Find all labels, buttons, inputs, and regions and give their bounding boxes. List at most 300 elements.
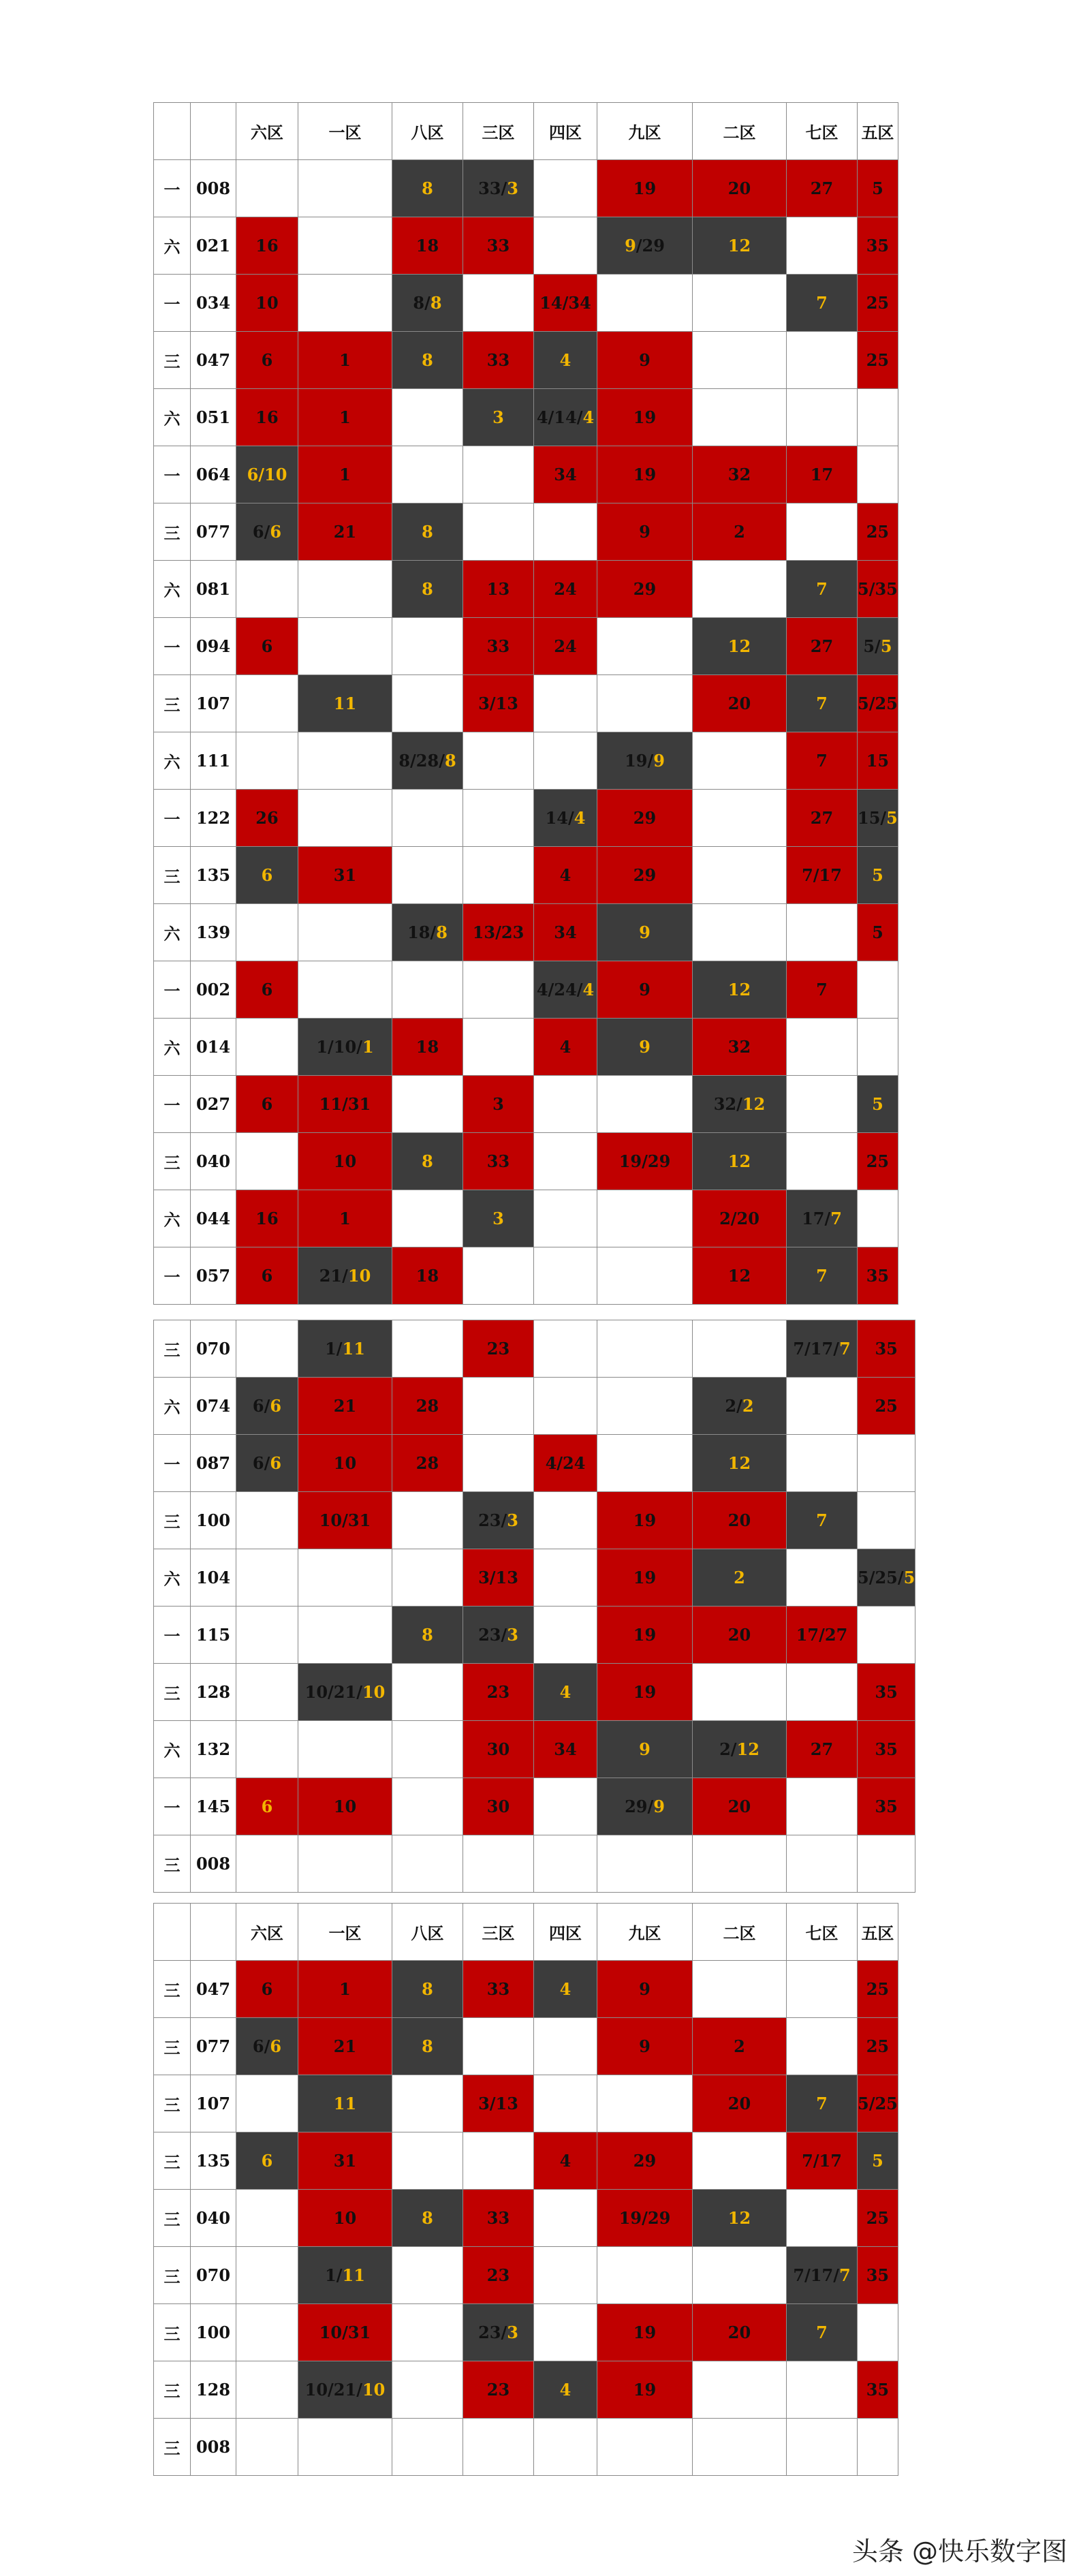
zone-value-cell: 19 bbox=[597, 2304, 693, 2361]
zone-value-cell: 5 bbox=[858, 1076, 898, 1133]
issue-number-cell: 104 bbox=[191, 1549, 236, 1607]
zone-value-cell: 3/13 bbox=[463, 2075, 534, 2132]
empty-cell bbox=[298, 1835, 392, 1893]
empty-cell bbox=[858, 389, 898, 446]
zone-value-cell: 4 bbox=[534, 2132, 597, 2190]
table-row bbox=[154, 1378, 915, 1435]
weekday-cell: 一 bbox=[154, 961, 191, 1019]
empty-cell bbox=[463, 2132, 534, 2190]
zone-value-cell: 23/3 bbox=[463, 1607, 534, 1664]
empty-cell bbox=[392, 1076, 463, 1133]
empty-cell bbox=[236, 1492, 298, 1549]
table-row bbox=[154, 2190, 898, 2247]
issue-number-cell: 139 bbox=[191, 904, 236, 961]
zone-value-cell: 20 bbox=[693, 1778, 787, 1835]
empty-cell bbox=[463, 446, 534, 503]
column-header: 六区 bbox=[236, 103, 298, 160]
column-header: 六区 bbox=[236, 1904, 298, 1961]
zone-value-cell: 32/12 bbox=[693, 1076, 787, 1133]
issue-number-cell: 145 bbox=[191, 1778, 236, 1835]
empty-cell bbox=[787, 1778, 858, 1835]
zone-value-cell: 8/28/8 bbox=[392, 732, 463, 790]
zone-value-cell: 17 bbox=[787, 446, 858, 503]
zone-value-cell: 25 bbox=[858, 275, 898, 332]
zone-value-cell: 9 bbox=[597, 904, 693, 961]
zone-value-cell: 9 bbox=[597, 961, 693, 1019]
empty-cell bbox=[298, 618, 392, 675]
zone-value-cell: 33 bbox=[463, 618, 534, 675]
zone-value-cell: 17/7 bbox=[787, 1190, 858, 1247]
zone-value-cell: 32 bbox=[693, 1019, 787, 1076]
empty-cell bbox=[392, 1664, 463, 1721]
zone-value-cell: 33 bbox=[463, 217, 534, 275]
weekday-cell: 三 bbox=[154, 1961, 191, 2018]
table-row bbox=[154, 1664, 915, 1721]
table-row bbox=[154, 732, 898, 790]
zone-value-cell: 5 bbox=[858, 160, 898, 217]
zone-value-cell: 19 bbox=[597, 446, 693, 503]
zone-value-cell: 19 bbox=[597, 1492, 693, 1549]
empty-cell bbox=[534, 2247, 597, 2304]
issue-number-cell: 094 bbox=[191, 618, 236, 675]
column-header: 七区 bbox=[787, 1904, 858, 1961]
table-row bbox=[154, 160, 898, 217]
zone-value-cell: 4/24 bbox=[534, 1435, 597, 1492]
empty-cell bbox=[534, 1076, 597, 1133]
empty-cell bbox=[787, 2361, 858, 2419]
zone-value-cell: 27 bbox=[787, 160, 858, 217]
zone-value-cell: 7 bbox=[787, 2075, 858, 2132]
weekday-cell: 六 bbox=[154, 561, 191, 618]
empty-cell bbox=[236, 2075, 298, 2132]
table-row bbox=[154, 561, 898, 618]
zone-value-cell: 8 bbox=[392, 160, 463, 217]
empty-cell bbox=[392, 2132, 463, 2190]
issue-number-cell: 135 bbox=[191, 847, 236, 904]
zone-value-cell: 4 bbox=[534, 1664, 597, 1721]
zone-value-cell: 7 bbox=[787, 1492, 858, 1549]
weekday-cell: 六 bbox=[154, 904, 191, 961]
empty-cell bbox=[693, 2361, 787, 2419]
zone-value-cell: 4 bbox=[534, 2361, 597, 2419]
empty-cell bbox=[534, 1247, 597, 1305]
table-row bbox=[154, 1247, 898, 1305]
table-row bbox=[154, 1778, 915, 1835]
table-row bbox=[154, 1607, 915, 1664]
zone-value-cell: 7 bbox=[787, 732, 858, 790]
weekday-cell: 三 bbox=[154, 503, 191, 561]
zone-value-cell: 10 bbox=[236, 275, 298, 332]
empty-cell bbox=[597, 2419, 693, 2476]
weekday-cell: 六 bbox=[154, 389, 191, 446]
zone-value-cell: 35 bbox=[858, 2247, 898, 2304]
empty-cell bbox=[392, 2361, 463, 2419]
weekday-cell: 六 bbox=[154, 1190, 191, 1247]
zone-value-cell: 33 bbox=[463, 2190, 534, 2247]
empty-cell bbox=[787, 1019, 858, 1076]
empty-cell bbox=[298, 217, 392, 275]
issue-number-cell: 070 bbox=[191, 1320, 236, 1378]
empty-cell bbox=[463, 1247, 534, 1305]
weekday-cell: 三 bbox=[154, 1133, 191, 1190]
zone-value-cell: 23 bbox=[463, 1664, 534, 1721]
issue-number-cell: 047 bbox=[191, 1961, 236, 2018]
zone-value-cell: 24 bbox=[534, 561, 597, 618]
zone-value-cell: 1 bbox=[298, 389, 392, 446]
table-row bbox=[154, 275, 898, 332]
empty-cell bbox=[693, 2247, 787, 2304]
empty-cell bbox=[392, 1549, 463, 1607]
empty-cell bbox=[463, 503, 534, 561]
issue-number-cell: 027 bbox=[191, 1076, 236, 1133]
table-row bbox=[154, 790, 898, 847]
empty-cell bbox=[463, 961, 534, 1019]
zone-value-cell: 25 bbox=[858, 503, 898, 561]
column-header: 五区 bbox=[858, 103, 898, 160]
empty-cell bbox=[693, 847, 787, 904]
issue-number-cell: 008 bbox=[191, 160, 236, 217]
empty-cell bbox=[858, 1435, 915, 1492]
table-row bbox=[154, 2018, 898, 2075]
empty-cell bbox=[597, 1435, 693, 1492]
zone-value-cell: 16 bbox=[236, 1190, 298, 1247]
weekday-cell: 一 bbox=[154, 1247, 191, 1305]
empty-cell bbox=[463, 2018, 534, 2075]
zone-value-cell: 17/27 bbox=[787, 1607, 858, 1664]
empty-cell bbox=[858, 2304, 898, 2361]
empty-cell bbox=[787, 389, 858, 446]
weekday-cell: 三 bbox=[154, 2304, 191, 2361]
empty-cell bbox=[534, 2018, 597, 2075]
zone-value-cell: 8 bbox=[392, 1133, 463, 1190]
column-header: 九区 bbox=[597, 1904, 693, 1961]
zone-table-3 bbox=[153, 1903, 898, 2476]
issue-number-cell: 077 bbox=[191, 503, 236, 561]
empty-cell bbox=[787, 2419, 858, 2476]
zone-value-cell: 9 bbox=[597, 332, 693, 389]
empty-cell bbox=[392, 2247, 463, 2304]
zone-value-cell: 11 bbox=[298, 675, 392, 732]
column-header: 八区 bbox=[392, 1904, 463, 1961]
table-row bbox=[154, 2419, 898, 2476]
zone-value-cell: 18 bbox=[392, 1019, 463, 1076]
empty-cell bbox=[392, 2419, 463, 2476]
empty-cell bbox=[236, 904, 298, 961]
zone-value-cell: 33 bbox=[463, 1961, 534, 2018]
table-row bbox=[154, 618, 898, 675]
zone-value-cell: 25 bbox=[858, 1961, 898, 2018]
zone-value-cell: 11/31 bbox=[298, 1076, 392, 1133]
empty-cell bbox=[392, 446, 463, 503]
zone-value-cell: 34 bbox=[534, 446, 597, 503]
issue-number-cell: 122 bbox=[191, 790, 236, 847]
issue-number-cell: 040 bbox=[191, 2190, 236, 2247]
zone-value-cell: 10/21/10 bbox=[298, 2361, 392, 2419]
zone-value-cell: 7/17 bbox=[787, 2132, 858, 2190]
zone-value-cell: 3 bbox=[463, 1076, 534, 1133]
zone-value-cell: 5/25 bbox=[858, 675, 898, 732]
empty-cell bbox=[392, 1320, 463, 1378]
empty-cell bbox=[236, 1607, 298, 1664]
issue-number-cell: 074 bbox=[191, 1378, 236, 1435]
empty-cell bbox=[534, 1607, 597, 1664]
issue-number-cell: 115 bbox=[191, 1607, 236, 1664]
zone-value-cell: 19/29 bbox=[597, 2190, 693, 2247]
empty-cell bbox=[534, 503, 597, 561]
empty-cell bbox=[597, 1320, 693, 1378]
table-row bbox=[154, 2304, 898, 2361]
table-row bbox=[154, 446, 898, 503]
zone-value-cell: 5 bbox=[858, 847, 898, 904]
issue-number-cell: 008 bbox=[191, 1835, 236, 1893]
zone-value-cell: 9 bbox=[597, 1019, 693, 1076]
table-row bbox=[154, 1076, 898, 1133]
zone-value-cell: 35 bbox=[858, 1320, 915, 1378]
empty-cell bbox=[597, 1247, 693, 1305]
zone-value-cell: 8 bbox=[392, 332, 463, 389]
zone-value-cell: 23/3 bbox=[463, 2304, 534, 2361]
empty-cell bbox=[298, 1721, 392, 1778]
weekday-cell: 一 bbox=[154, 1076, 191, 1133]
zone-value-cell: 28 bbox=[392, 1435, 463, 1492]
empty-cell bbox=[534, 732, 597, 790]
weekday-cell: 三 bbox=[154, 2361, 191, 2419]
empty-cell bbox=[298, 561, 392, 618]
zone-value-cell: 9 bbox=[597, 2018, 693, 2075]
zone-value-cell: 34 bbox=[534, 1721, 597, 1778]
zone-value-cell: 18/8 bbox=[392, 904, 463, 961]
issue-number-cell: 081 bbox=[191, 561, 236, 618]
empty-cell bbox=[463, 847, 534, 904]
zone-value-cell: 27 bbox=[787, 790, 858, 847]
weekday-cell: 六 bbox=[154, 1019, 191, 1076]
empty-cell bbox=[534, 1778, 597, 1835]
issue-number-cell: 111 bbox=[191, 732, 236, 790]
zone-value-cell: 8 bbox=[392, 561, 463, 618]
column-header: 四区 bbox=[534, 103, 597, 160]
table-row bbox=[154, 1435, 915, 1492]
empty-cell bbox=[534, 1378, 597, 1435]
empty-cell bbox=[534, 160, 597, 217]
empty-cell bbox=[236, 2190, 298, 2247]
zone-table-1 bbox=[153, 102, 898, 1305]
empty-cell bbox=[693, 1320, 787, 1378]
column-header: 一区 bbox=[298, 103, 392, 160]
empty-cell bbox=[787, 1076, 858, 1133]
empty-cell bbox=[298, 904, 392, 961]
zone-value-cell: 23/3 bbox=[463, 1492, 534, 1549]
weekday-cell: 三 bbox=[154, 1835, 191, 1893]
header-row bbox=[154, 1904, 898, 1961]
empty-cell bbox=[858, 1607, 915, 1664]
issue-number-cell: 107 bbox=[191, 2075, 236, 2132]
zone-value-cell: 8 bbox=[392, 503, 463, 561]
empty-cell bbox=[236, 1549, 298, 1607]
empty-cell bbox=[392, 675, 463, 732]
weekday-cell: 六 bbox=[154, 1549, 191, 1607]
zone-value-cell: 16 bbox=[236, 217, 298, 275]
empty-cell bbox=[787, 217, 858, 275]
column-header: 三区 bbox=[463, 1904, 534, 1961]
zone-value-cell: 21 bbox=[298, 1378, 392, 1435]
table-row bbox=[154, 2247, 898, 2304]
table-row bbox=[154, 1320, 915, 1378]
zone-value-cell: 10 bbox=[298, 1778, 392, 1835]
empty-cell bbox=[858, 1190, 898, 1247]
empty-cell bbox=[298, 790, 392, 847]
empty-cell bbox=[534, 217, 597, 275]
table-row bbox=[154, 389, 898, 446]
zone-value-cell: 20 bbox=[693, 675, 787, 732]
zone-value-cell: 30 bbox=[463, 1721, 534, 1778]
zone-value-cell: 20 bbox=[693, 160, 787, 217]
column-header: 三区 bbox=[463, 103, 534, 160]
zone-value-cell: 7/17 bbox=[787, 847, 858, 904]
weekday-cell: 三 bbox=[154, 1492, 191, 1549]
zone-value-cell: 18 bbox=[392, 1247, 463, 1305]
table-row bbox=[154, 904, 898, 961]
zone-value-cell: 23 bbox=[463, 1320, 534, 1378]
zone-value-cell: 5/25/5 bbox=[858, 1549, 915, 1607]
zone-value-cell: 35 bbox=[858, 1664, 915, 1721]
zone-value-cell: 12 bbox=[693, 1247, 787, 1305]
empty-cell bbox=[534, 1835, 597, 1893]
table-row bbox=[154, 2075, 898, 2132]
zone-value-cell: 15 bbox=[858, 732, 898, 790]
empty-cell bbox=[787, 503, 858, 561]
weekday-cell: 三 bbox=[154, 2018, 191, 2075]
weekday-cell: 三 bbox=[154, 2075, 191, 2132]
zone-value-cell: 6 bbox=[236, 332, 298, 389]
table-row bbox=[154, 675, 898, 732]
zone-value-cell: 1/11 bbox=[298, 2247, 392, 2304]
empty-cell bbox=[597, 1835, 693, 1893]
zone-value-cell: 8 bbox=[392, 2018, 463, 2075]
table-row bbox=[154, 2361, 898, 2419]
empty-cell bbox=[392, 2075, 463, 2132]
weekday-cell: 一 bbox=[154, 1607, 191, 1664]
zone-value-cell: 10/31 bbox=[298, 2304, 392, 2361]
issue-number-cell: 014 bbox=[191, 1019, 236, 1076]
zone-value-cell: 19 bbox=[597, 1607, 693, 1664]
table-row bbox=[154, 1019, 898, 1076]
zone-value-cell: 1 bbox=[298, 332, 392, 389]
table-row bbox=[154, 1961, 898, 2018]
zone-value-cell: 29/9 bbox=[597, 1778, 693, 1835]
empty-cell bbox=[298, 961, 392, 1019]
empty-cell bbox=[392, 1721, 463, 1778]
zone-value-cell: 35 bbox=[858, 1778, 915, 1835]
empty-cell bbox=[298, 732, 392, 790]
empty-cell bbox=[534, 1320, 597, 1378]
weekday-cell: 一 bbox=[154, 1778, 191, 1835]
table-row bbox=[154, 1190, 898, 1247]
zone-value-cell: 29 bbox=[597, 847, 693, 904]
empty-cell bbox=[597, 618, 693, 675]
zone-value-cell: 2/20 bbox=[693, 1190, 787, 1247]
empty-cell bbox=[787, 2190, 858, 2247]
zone-value-cell: 4/24/4 bbox=[534, 961, 597, 1019]
zone-value-cell: 9 bbox=[597, 503, 693, 561]
empty-cell bbox=[236, 1320, 298, 1378]
column-header: 七区 bbox=[787, 103, 858, 160]
empty-cell bbox=[392, 847, 463, 904]
zone-value-cell: 30 bbox=[463, 1778, 534, 1835]
column-header: 八区 bbox=[392, 103, 463, 160]
empty-cell bbox=[236, 2361, 298, 2419]
zone-value-cell: 25 bbox=[858, 332, 898, 389]
weekday-cell: 三 bbox=[154, 2190, 191, 2247]
column-header: 五区 bbox=[858, 1904, 898, 1961]
weekday-cell: 一 bbox=[154, 618, 191, 675]
zone-value-cell: 3 bbox=[463, 1190, 534, 1247]
empty-cell bbox=[236, 732, 298, 790]
zone-value-cell: 21 bbox=[298, 2018, 392, 2075]
empty-cell bbox=[534, 1133, 597, 1190]
empty-cell bbox=[392, 1778, 463, 1835]
issue-number-cell: 077 bbox=[191, 2018, 236, 2075]
zone-value-cell: 19 bbox=[597, 2361, 693, 2419]
column-header: 二区 bbox=[693, 103, 787, 160]
issue-number-cell: 034 bbox=[191, 275, 236, 332]
zone-value-cell: 7/17/7 bbox=[787, 1320, 858, 1378]
empty-cell bbox=[463, 275, 534, 332]
weekday-cell: 一 bbox=[154, 1435, 191, 1492]
empty-cell bbox=[693, 2132, 787, 2190]
empty-cell bbox=[298, 1607, 392, 1664]
zone-value-cell: 1 bbox=[298, 1190, 392, 1247]
weekday-cell: 六 bbox=[154, 1378, 191, 1435]
table-row bbox=[154, 2132, 898, 2190]
zone-value-cell: 24 bbox=[534, 618, 597, 675]
zone-value-cell: 7 bbox=[787, 275, 858, 332]
empty-cell bbox=[787, 1435, 858, 1492]
zone-value-cell: 28 bbox=[392, 1378, 463, 1435]
empty-cell bbox=[693, 1961, 787, 2018]
zone-value-cell: 7 bbox=[787, 961, 858, 1019]
zone-value-cell: 6 bbox=[236, 2132, 298, 2190]
empty-cell bbox=[534, 2419, 597, 2476]
issue-number-cell: 051 bbox=[191, 389, 236, 446]
zone-value-cell: 10 bbox=[298, 2190, 392, 2247]
zone-value-cell: 25 bbox=[858, 2190, 898, 2247]
empty-cell bbox=[392, 389, 463, 446]
empty-cell bbox=[392, 790, 463, 847]
zone-value-cell: 13 bbox=[463, 561, 534, 618]
weekday-cell: 一 bbox=[154, 446, 191, 503]
zone-value-cell: 8 bbox=[392, 2190, 463, 2247]
column-header: 一区 bbox=[298, 1904, 392, 1961]
zone-value-cell: 31 bbox=[298, 847, 392, 904]
zone-value-cell: 6/6 bbox=[236, 503, 298, 561]
empty-cell bbox=[236, 675, 298, 732]
header-blank bbox=[191, 1904, 236, 1961]
zone-value-cell: 31 bbox=[298, 2132, 392, 2190]
empty-cell bbox=[534, 2075, 597, 2132]
zone-value-cell: 25 bbox=[858, 1378, 915, 1435]
empty-cell bbox=[236, 561, 298, 618]
zone-value-cell: 7 bbox=[787, 1247, 858, 1305]
empty-cell bbox=[597, 2247, 693, 2304]
issue-number-cell: 100 bbox=[191, 2304, 236, 2361]
zone-value-cell: 29 bbox=[597, 2132, 693, 2190]
zone-value-cell: 16 bbox=[236, 389, 298, 446]
zone-value-cell: 6 bbox=[236, 618, 298, 675]
zone-value-cell: 10/31 bbox=[298, 1492, 392, 1549]
issue-number-cell: 044 bbox=[191, 1190, 236, 1247]
zone-value-cell: 3/13 bbox=[463, 675, 534, 732]
zone-value-cell: 29 bbox=[597, 561, 693, 618]
